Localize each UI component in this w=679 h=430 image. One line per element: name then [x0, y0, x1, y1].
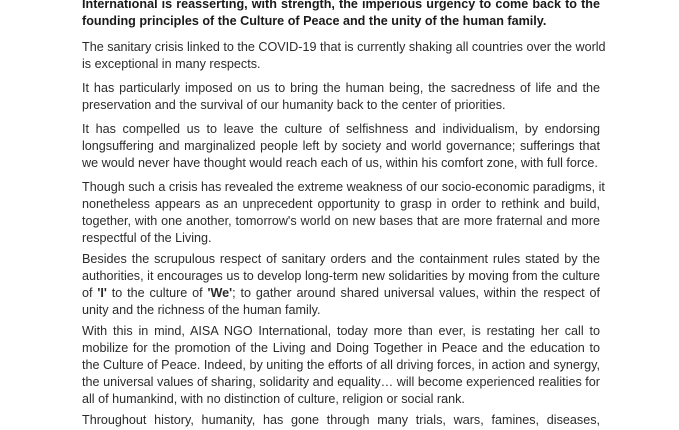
text-line: we would never have thought would reach each of us, within his comfort zone, with full force. — [82, 156, 598, 170]
text-line: unity and the richness of the human family. — [82, 303, 321, 317]
paragraph-crisis — [82, 39, 606, 73]
paragraph-history — [82, 412, 600, 429]
text-line: longsuffering and marginalized people left by society and world governance; sufferings that — [82, 139, 600, 153]
text-line: together, with one another, tomorrow's world on new bases that are more fraternal and more — [82, 214, 600, 228]
paragraph-imposed — [82, 80, 600, 114]
paragraph-aisa — [82, 323, 600, 408]
text-line: Besides the scrupulous respect of sanitary orders and the containment rules stated by the — [82, 252, 600, 266]
text-line: International is reasserting, with strength, the imperious urgency to come back to the — [82, 0, 600, 11]
text-line: authorities, it encourages us to develop long-term new solidarities by moving from the culture — [82, 269, 600, 283]
paragraph-intro — [82, 0, 600, 30]
text-line: the Culture of Peace. Indeed, by uniting the efforts of all driving forces, in action and synergy, — [82, 358, 600, 372]
text-line: Though such a crisis has revealed the extreme weakness of our socio-economic paradigms, it — [82, 180, 605, 194]
text-line: respectful of the Living. — [82, 231, 212, 245]
text-line: With this in mind, AISA NGO International, today more than ever, is restating her call to — [82, 324, 600, 338]
text-line: nonetheless appears as an unprecedent opportunity to grasp in order to rethink and build, — [82, 197, 600, 211]
text-line: founding principles of the Culture of Peace and the unity of the human family. — [82, 14, 547, 28]
emphasis-word: 'I' — [97, 286, 107, 300]
emphasis-word: 'We' — [207, 286, 233, 300]
text-line: preservation and the survival of our humanity back to the center of priorities. — [82, 98, 506, 112]
text-line: all of humankind, with no distinction of culture, religion or social rank. — [82, 392, 465, 406]
text-line: the universal values of sharing, solidarity and equality… will become experienced realities for — [82, 375, 600, 389]
text-line: It has particularly imposed on us to bring the human being, the sacredness of life and the — [82, 81, 600, 95]
text-line: is exceptional in many respects. — [82, 57, 261, 71]
text-line: of 'I' to the culture of 'We'; to gather around shared universal values, within the respect of — [82, 286, 600, 300]
text-line: It has compelled us to leave the culture of selfishness and individualism, by endorsing — [82, 122, 600, 136]
text-line: Throughout history, humanity, has gone through many trials, wars, famines, diseases, — [82, 413, 600, 427]
paragraph-compelled — [82, 121, 600, 172]
paragraph-respect — [82, 251, 600, 319]
text-line: The sanitary crisis linked to the COVID-19 that is currently shaking all countries over the world — [82, 40, 606, 54]
paragraph-weakness — [82, 179, 605, 247]
text-line: mobilize for the promotion of the Living and Doing Together in Peace and the education to — [82, 341, 600, 355]
